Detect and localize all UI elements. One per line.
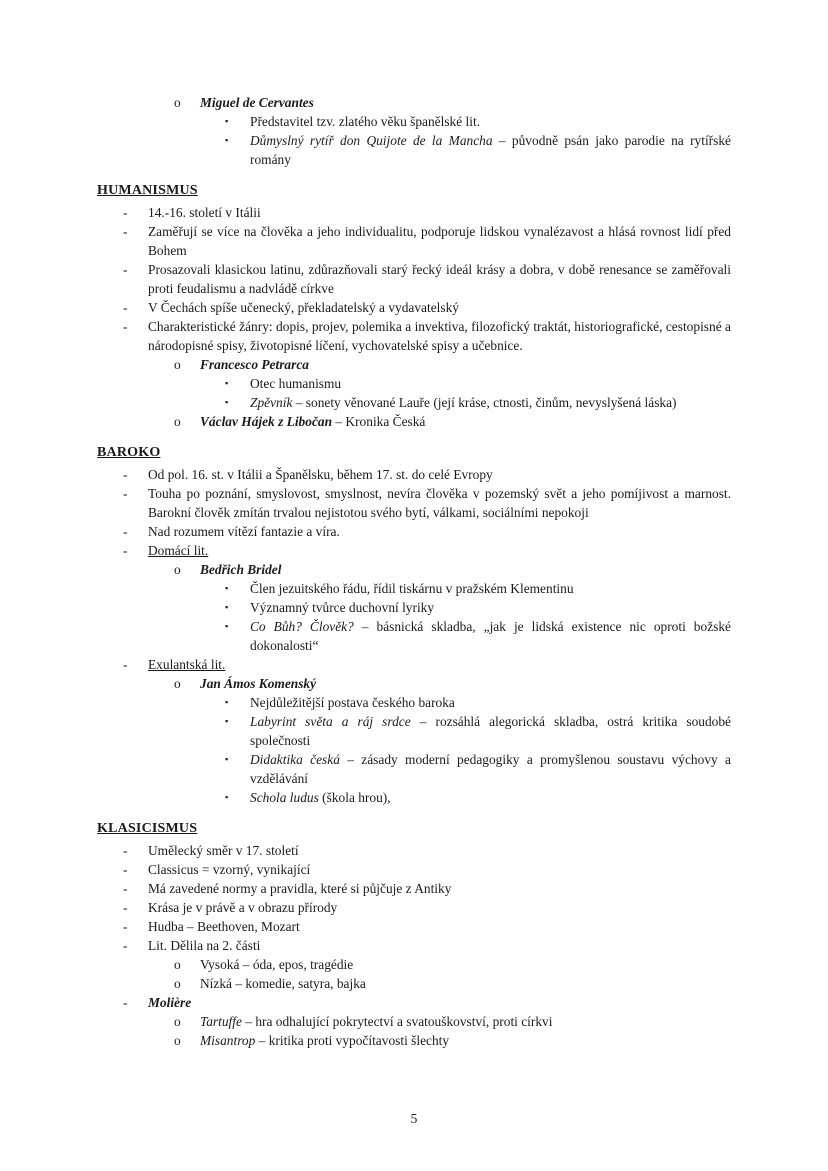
list-item-bridel — [97, 560, 731, 579]
item-text: Představitel tzv. zlatého věku španělské lit. — [250, 114, 481, 129]
list-item — [97, 131, 731, 169]
section-heading-baroko: BAROKO — [97, 445, 161, 460]
square-bullet: ▪ — [225, 697, 229, 707]
list-item — [97, 974, 731, 993]
page-number: 5 — [410, 1111, 418, 1126]
list-item — [97, 1031, 731, 1050]
circle-bullet: o — [174, 957, 181, 972]
author-name-bridel: Bedřich Bridel — [200, 562, 282, 577]
dash-bullet: - — [123, 262, 128, 277]
dash-bullet: - — [123, 995, 128, 1010]
circle-bullet: o — [174, 357, 181, 372]
circle-bullet: o — [174, 976, 181, 991]
list-item — [97, 1012, 731, 1031]
circle-bullet: o — [174, 95, 181, 110]
item-text: – básnická skladba, „jak je lidská existence nic oproti božské dokonalosti“ — [250, 619, 731, 653]
page-content — [97, 93, 731, 1050]
square-bullet: ▪ — [225, 583, 229, 593]
list-item — [97, 750, 731, 788]
list-item — [97, 112, 731, 131]
item-text: – sonety věnované Lauře (její kráse, ctnosti, činům, nevyslyšená láska) — [292, 395, 677, 410]
item-text: Lit. Dělila na 2. části — [148, 938, 261, 953]
item-text: – Kronika Česká — [332, 414, 426, 429]
dash-bullet: - — [123, 881, 128, 896]
list-item — [97, 298, 731, 317]
author-name-cervantes: Miguel de Cervantes — [200, 95, 314, 110]
item-text: Hudba – Beethoven, Mozart — [148, 919, 300, 934]
list-item — [97, 393, 731, 412]
circle-bullet: o — [174, 414, 181, 429]
circle-bullet: o — [174, 1033, 181, 1048]
item-text: Otec humanismu — [250, 376, 342, 391]
item-text: Umělecký směr v 17. století — [148, 843, 299, 858]
author-name-hajek: Václav Hájek z Libočan — [200, 414, 333, 429]
dash-bullet: - — [123, 843, 128, 858]
square-bullet: ▪ — [225, 792, 229, 802]
dash-bullet: - — [123, 657, 128, 672]
item-text: – původně psán jako parodie na rytířské romány — [250, 133, 731, 167]
list-item — [97, 617, 731, 655]
list-item-petrarca — [97, 355, 731, 374]
list-item — [97, 317, 731, 355]
dash-bullet: - — [123, 862, 128, 877]
item-text: Prosazovali klasickou latinu, zdůrazňovali starý řecký ideál krásy a dobra, v době renesance se zaměřovali proti feudalismu a nadvládě církve — [148, 262, 731, 296]
work-title: Misantrop — [200, 1033, 256, 1048]
list-item — [97, 898, 731, 917]
item-text: 14.-16. století v Itálii — [148, 205, 261, 220]
list-item — [97, 484, 731, 522]
section-heading-klasicismus: KLASICISMUS — [97, 821, 198, 836]
dash-bullet: - — [123, 543, 128, 558]
dash-bullet: - — [123, 524, 128, 539]
square-bullet: ▪ — [225, 754, 229, 764]
list-item-komensky — [97, 674, 731, 693]
item-text: Vysoká – óda, epos, tragédie — [200, 957, 354, 972]
list-item-moliere — [97, 993, 731, 1012]
item-text: Významný tvůrce duchovní lyriky — [250, 600, 435, 615]
square-bullet: ▪ — [225, 716, 229, 726]
work-title: Co Bůh? Člověk? — [250, 619, 354, 634]
circle-bullet: o — [174, 562, 181, 577]
item-text: – kritika proti vypočítavosti šlechty — [255, 1033, 450, 1048]
dash-bullet: - — [123, 467, 128, 482]
list-item — [97, 917, 731, 936]
list-item-exulantska-lit — [97, 655, 731, 674]
square-bullet: ▪ — [225, 135, 229, 145]
square-bullet: ▪ — [225, 397, 229, 407]
item-text: Krása je v právě a v obrazu přírody — [148, 900, 338, 915]
dash-bullet: - — [123, 300, 128, 315]
item-text: – hra odhalující pokrytectví a svatouškovství, proti církvi — [241, 1014, 553, 1029]
list-item — [97, 936, 731, 955]
item-text: Nad rozumem vítězí fantazie a víra. — [148, 524, 340, 539]
author-name-moliere: Molière — [148, 995, 192, 1010]
author-name-komensky: Jan Ámos Komenský — [200, 676, 317, 691]
item-text: – zásady moderní pedagogiky a promyšlenou soustavu výchovy a vzdělávání — [250, 752, 731, 786]
work-title: Didaktika česká — [250, 752, 340, 767]
circle-bullet: o — [174, 676, 181, 691]
section-heading-humanismus: HUMANISMUS — [97, 183, 198, 198]
list-item — [97, 860, 731, 879]
work-title: Důmyslný rytíř don Quijote de la Mancha — [250, 133, 493, 148]
list-item — [97, 222, 731, 260]
list-item — [97, 841, 731, 860]
item-text: Má zavedené normy a pravidla, které si půjčuje z Antiky — [148, 881, 452, 896]
dash-bullet: - — [123, 900, 128, 915]
list-item — [97, 203, 731, 222]
list-item-hajek — [97, 412, 731, 431]
item-text: Charakteristické žánry: dopis, projev, polemika a invektiva, filozofický traktát, historiografické, cestopisné a národopisné spisy, životopisné líčení, vychovatelské spisy a učebnice. — [148, 319, 731, 353]
item-text: Touha po poznání, smyslovost, smyslnost, nevíra člověka v pozemský svět a jeho pomíjivost a marnost. Barokní člověk zmítán trvalou nejistotou svého bytí, válkami, sociálními nepokoji — [148, 486, 731, 520]
work-title: Labyrint světa a ráj srdce — [250, 714, 411, 729]
item-text: Zaměřují se více na člověka a jeho individualitu, podporuje lidskou vynalézavost a hlásá rovnost lidí před Bohem — [148, 224, 731, 258]
square-bullet: ▪ — [225, 602, 229, 612]
circle-bullet: o — [174, 1014, 181, 1029]
list-item-domaci-lit — [97, 541, 731, 560]
list-item — [97, 374, 731, 393]
item-text: Člen jezuitského řádu, řídil tiskárnu v pražském Klementinu — [250, 581, 574, 596]
dash-bullet: - — [123, 224, 128, 239]
work-title: Tartuffe — [200, 1014, 242, 1029]
square-bullet: ▪ — [225, 378, 229, 388]
author-name-petrarca: Francesco Petrarca — [200, 357, 309, 372]
item-text: Classicus = vzorný, vynikající — [148, 862, 311, 877]
list-item — [97, 579, 731, 598]
item-text: (škola hrou), — [318, 790, 391, 805]
item-text: Nízká – komedie, satyra, bajka — [200, 976, 366, 991]
square-bullet: ▪ — [225, 116, 229, 126]
item-text: – rozsáhlá alegorická skladba, ostrá kritika soudobé společnosti — [250, 714, 731, 748]
item-text: Nejdůležitější postava českého baroka — [250, 695, 455, 710]
item-text: Od pol. 16. st. v Itálii a Španělsku, během 17. st. do celé Evropy — [148, 467, 493, 482]
work-title: Zpěvník — [250, 395, 293, 410]
list-item — [97, 788, 731, 807]
list-item — [97, 522, 731, 541]
dash-bullet: - — [123, 486, 128, 501]
dash-bullet: - — [123, 938, 128, 953]
list-item — [97, 465, 731, 484]
list-item — [97, 693, 731, 712]
subsection-label: Exulantská lit. — [148, 657, 226, 672]
list-item — [97, 260, 731, 298]
dash-bullet: - — [123, 319, 128, 334]
subsection-label: Domácí lit. — [148, 543, 209, 558]
item-text: V Čechách spíše učenecký, překladatelský a vydavatelský — [148, 300, 459, 315]
list-item — [97, 879, 731, 898]
list-item — [97, 955, 731, 974]
dash-bullet: - — [123, 205, 128, 220]
list-item — [97, 598, 731, 617]
work-title: Schola ludus — [250, 790, 319, 805]
square-bullet: ▪ — [225, 621, 229, 631]
list-item — [97, 712, 731, 750]
list-item-cervantes — [97, 93, 731, 112]
dash-bullet: - — [123, 919, 128, 934]
